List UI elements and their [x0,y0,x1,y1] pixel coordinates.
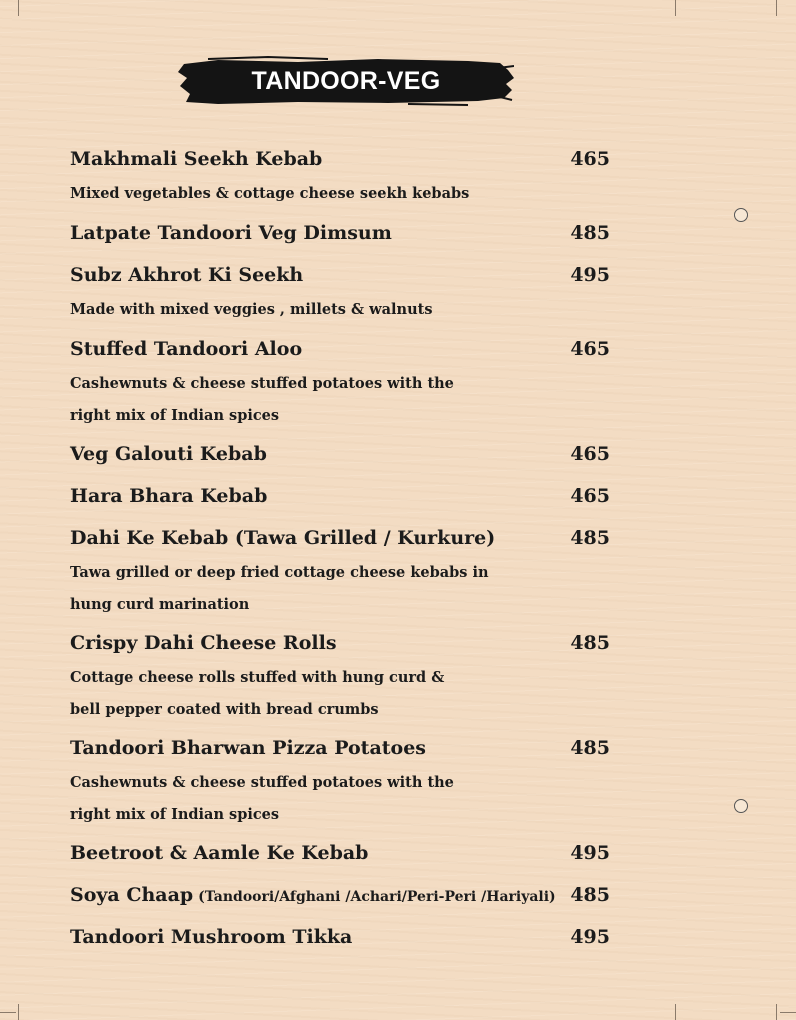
crop-mark-right-bottom [780,1012,796,1013]
menu-item-price: 485 [570,527,610,549]
menu-item-price: 485 [570,222,610,244]
menu-item-title: Dahi Ke Kebab (Tawa Grilled / Kurkure) [70,527,496,549]
crop-mark-bottom-right [776,1004,777,1020]
menu-item-price: 495 [570,264,610,286]
crop-mark-top-center [675,0,676,16]
menu-item-title: Subz Akhrot Ki Seekh [70,264,304,286]
menu-item-name [70,443,267,465]
menu-item-description: hung curd marination [70,596,250,613]
menu-item-description: right mix of Indian spices [70,806,280,823]
menu-item-name [70,264,303,286]
menu-item [70,842,610,868]
menu-item-description: Cottage cheese rolls stuffed with hung curd & [70,669,445,686]
menu-item-price: 485 [570,632,610,654]
menu-item [70,527,610,553]
menu-item-name [70,737,426,759]
section-banner [178,56,514,106]
menu-item-price: 465 [570,443,610,465]
menu-item-name [70,148,322,170]
crop-mark-top-right [776,0,777,16]
menu-item [70,148,610,174]
menu-item-price: 485 [570,737,610,759]
menu-item-description: bell pepper coated with bread crumbs [70,701,379,718]
menu-item-title: Stuffed Tandoori Aloo [70,338,303,360]
crop-mark-bottom-center [675,1004,676,1020]
menu-item-price: 495 [570,926,610,948]
menu-item [70,926,610,952]
section-title: TANDOOR-VEG [251,67,441,95]
crop-mark-left-bottom [0,1012,16,1013]
menu-item [70,632,610,658]
menu-item-name [70,926,352,948]
menu-item-description: Cashewnuts & cheese stuffed potatoes with the [70,375,454,392]
menu-item-name [70,884,556,906]
menu-item-price: 465 [570,338,610,360]
menu-item [70,264,610,290]
binder-hole-lower [734,799,748,813]
menu-item-name [70,527,495,549]
menu-item-name [70,338,302,360]
menu-item-description: Made with mixed veggies , millets & walnuts [70,301,433,318]
menu-item [70,338,610,364]
binder-hole-upper [734,208,748,222]
menu-item-title: Hara Bhara Kebab [70,485,268,507]
menu-item [70,443,610,469]
menu-item-description: Cashewnuts & cheese stuffed potatoes with the [70,774,454,791]
menu-item-title: Makhmali Seekh Kebab [70,148,323,170]
menu-item-options: (Tandoori/Afghani /Achari/Peri-Peri /Hariyali) [193,889,556,905]
menu-item-title: Latpate Tandoori Veg Dimsum [70,222,392,244]
menu-item-title: Veg Galouti Kebab [70,443,267,465]
menu-item-title: Tandoori Mushroom Tikka [70,926,353,948]
menu-item [70,222,610,248]
menu-item-description: Mixed vegetables & cottage cheese seekh kebabs [70,185,470,202]
menu-item-name [70,485,267,507]
menu-item-price: 485 [570,884,610,906]
menu-item-name [70,222,392,244]
menu-item-title: Beetroot & Aamle Ke Kebab [70,842,369,864]
menu-item-description: Tawa grilled or deep fried cottage cheese kebabs in [70,564,489,581]
menu-item [70,737,610,763]
menu-item-title: Tandoori Bharwan Pizza Potatoes [70,737,426,759]
menu-item-price: 465 [570,148,610,170]
menu-item-title: Crispy Dahi Cheese Rolls [70,632,337,654]
menu-item-name [70,842,368,864]
menu-item-title: Soya Chaap [70,884,194,906]
crop-mark-bottom-left [18,1004,19,1020]
menu-item-price: 495 [570,842,610,864]
menu-item-name [70,632,337,654]
menu-item-description: right mix of Indian spices [70,407,280,424]
menu-item [70,485,610,511]
menu-item [70,884,610,910]
menu-item-price: 465 [570,485,610,507]
crop-mark-top-left [18,0,19,16]
